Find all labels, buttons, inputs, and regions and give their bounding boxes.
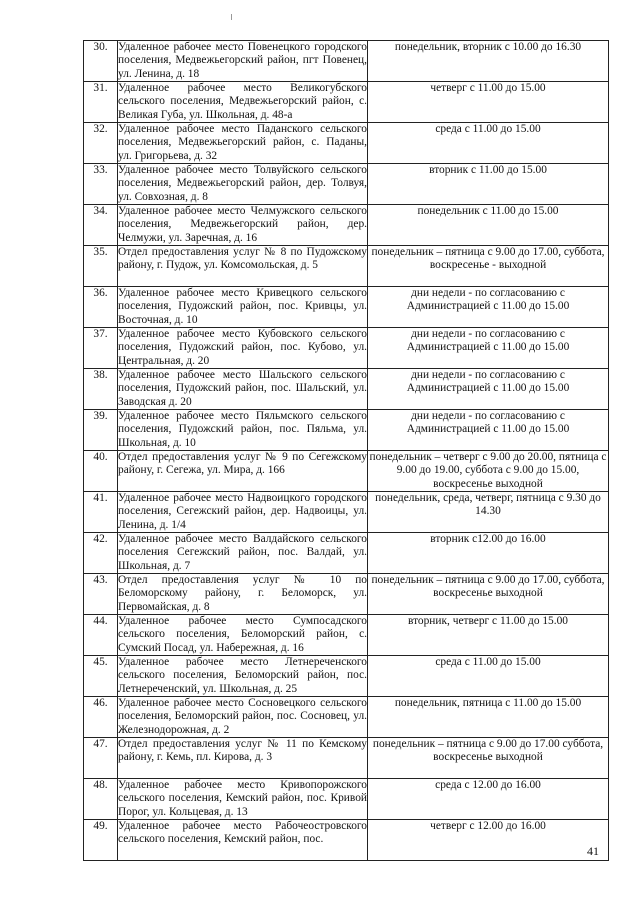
row-number: 32. — [84, 123, 118, 164]
table-row — [84, 410, 609, 451]
row-number: 41. — [84, 492, 118, 533]
office-address: Удаленное рабочее место Челмужского сельского поселения, Медвежьегорский район, дер. Челмужи, ул. Заречная, д. 16 — [118, 205, 367, 244]
working-hours: четверг с 11.00 до 15.00 — [368, 82, 609, 123]
row-number: 30. — [84, 41, 118, 82]
office-address: Удаленное рабочее место Пяльмского сельского поселения, Пудожский район, пос. Пяльма, ул. Школьная, д. 10 — [118, 410, 367, 449]
working-hours: понедельник с 11.00 до 15.00 — [368, 205, 609, 246]
office-address: Удаленное рабочее место Повенецкого городского поселения, Медвежьегорский район, пгт Повенец, ул. Ленина, д. 18 — [118, 41, 367, 80]
row-number: 42. — [84, 533, 118, 574]
office-address: Удаленное рабочее место Валдайского сельского поселения Сегежский район, пос. Валдай, ул. Школьная, д. 7 — [118, 533, 367, 572]
working-hours: среда с 11.00 до 15.00 — [368, 123, 609, 164]
row-number: 40. — [84, 451, 118, 492]
working-hours: дни недели - по согласованию с Администрацией с 11.00 до 15.00 — [368, 287, 609, 328]
table-row — [84, 656, 609, 697]
office-address: Удаленное рабочее место Шальского сельского поселения, Пудожский район, пос. Шальский, ул. Заводская д. 20 — [118, 369, 367, 408]
office-address: Отдел предоставления услуг № 9 по Сегежскому району, г. Сегежа, ул. Мира, д. 166 — [118, 451, 368, 492]
office-address: Отдел предоставления услуг № 11 по Кемскому району, г. Кемь, пл. Кирова, д. 3 — [118, 738, 368, 779]
working-hours: понедельник – пятница с 9.00 до 17.00, суббота, воскресенье - выходной — [368, 246, 609, 287]
office-address: Удаленное рабочее место Паданского сельского поселения, Медвежьегорский район, с. Паданы, ул. Григорьева, д. 32 — [118, 123, 367, 162]
working-hours: понедельник, вторник с 10.00 до 16.30 — [368, 41, 609, 82]
office-address: Удаленное рабочее место Кубовского сельского поселения, Пудожский район, пос. Кубово, ул. Центральная, д. 20 — [118, 328, 367, 367]
table-row — [84, 451, 609, 492]
office-address: Удаленное рабочее место Сумпосадского сельского поселения, Беломорский район, с. Сумский Посад, ул. Набережная, д. 16 — [118, 615, 367, 654]
table-row — [84, 328, 609, 369]
row-number: 36. — [84, 287, 118, 328]
table-row — [84, 533, 609, 574]
row-number: 33. — [84, 164, 118, 205]
working-hours: понедельник, среда, четверг, пятница с 9.30 до 14.30 — [368, 492, 609, 533]
table-row — [84, 738, 609, 779]
office-address: Отдел предоставления услуг № 10 по Беломорскому району, г. Беломорск, ул. Первомайская, д. 8 — [118, 574, 367, 613]
row-number: 44. — [84, 615, 118, 656]
row-number: 37. — [84, 328, 118, 369]
scan-mark — [231, 14, 232, 20]
table-row — [84, 779, 609, 820]
table-row — [84, 246, 609, 287]
row-number: 38. — [84, 369, 118, 410]
table-row — [84, 492, 609, 533]
working-hours: четверг с 12.00 до 16.00 — [368, 820, 609, 861]
table-row — [84, 41, 609, 82]
row-number: 43. — [84, 574, 118, 615]
table-row — [84, 820, 609, 861]
table-row — [84, 287, 609, 328]
row-number: 34. — [84, 205, 118, 246]
table-row — [84, 615, 609, 656]
working-hours: дни недели - по согласованию с Администрацией с 11.00 до 15.00 — [368, 369, 609, 410]
office-address: Удаленное рабочее место Надвоицкого городского поселения, Сегежский район, дер. Надвоицы, ул. Ленина, д. 1/4 — [118, 492, 367, 531]
office-address: Удаленное рабочее место Толвуйского сельского поселения, Медвежьегорский район, дер. Толвуя, ул. Совхозная, д. 8 — [118, 164, 367, 203]
working-hours: дни недели - по согласованию с Администрацией с 11.00 до 15.00 — [368, 328, 609, 369]
working-hours: понедельник – пятница с 9.00 до 17.00 суббота, воскресенье выходной — [368, 738, 609, 779]
row-number: 45. — [84, 656, 118, 697]
table-row — [84, 123, 609, 164]
table-row — [84, 164, 609, 205]
office-address: Удаленное рабочее место Кривецкого сельского поселения, Пудожский район, пос. Кривцы, ул. Восточная, д. 10 — [118, 287, 367, 326]
office-address: Отдел предоставления услуг № 8 по Пудожскому району, г. Пудож, ул. Комсомольская, д. 5 — [118, 246, 368, 287]
office-address: Удаленное рабочее место Кривопорожского сельского поселения, Кемский район, пос. Кривой Порог, ул. Кольцевая, д. 13 — [118, 779, 367, 818]
row-number: 39. — [84, 410, 118, 451]
row-number: 47. — [84, 738, 118, 779]
row-number: 31. — [84, 82, 118, 123]
office-address: Удаленное рабочее место Великогубского сельского поселения, Медвежьегорский район, с. Великая Губа, ул. Школьная, д. 48-а — [118, 82, 367, 121]
working-hours: дни недели - по согласованию с Администрацией с 11.00 до 15.00 — [368, 410, 609, 451]
row-number: 46. — [84, 697, 118, 738]
table-row — [84, 697, 609, 738]
table-row — [84, 205, 609, 246]
table-row — [84, 369, 609, 410]
working-hours: понедельник, пятница с 11.00 до 15.00 — [368, 697, 609, 738]
working-hours: понедельник – пятница с 9.00 до 17.00, суббота, воскресенье выходной — [368, 574, 609, 615]
page-number: 41 — [587, 844, 599, 858]
row-number: 49. — [84, 820, 118, 861]
working-hours: среда с 11.00 до 15.00 — [368, 656, 609, 697]
working-hours: вторник с 11.00 до 15.00 — [368, 164, 609, 205]
working-hours: понедельник – четверг с 9.00 до 20.00, пятница с 9.00 до 19.00, суббота с 9.00 до 15.00, воскресенье выходной — [368, 451, 609, 492]
row-number: 48. — [84, 779, 118, 820]
office-address: Удаленное рабочее место Рабочеостровского сельского поселения, Кемский район, пос. — [118, 820, 368, 861]
office-address: Удаленное рабочее место Летнереченского сельского поселения, Беломорский район, пос. Летнереченский, ул. Школьная, д. 25 — [118, 656, 367, 695]
table-row — [84, 82, 609, 123]
table-row — [84, 574, 609, 615]
schedule-table — [83, 40, 609, 861]
working-hours: среда с 12.00 до 16.00 — [368, 779, 609, 820]
working-hours: вторник с12.00 до 16.00 — [368, 533, 609, 574]
working-hours: вторник, четверг с 11.00 до 15.00 — [368, 615, 609, 656]
office-address: Удаленное рабочее место Сосновецкого сельского поселения, Беломорский район, пос. Сосновец, ул. Железнодорожная, д. 2 — [118, 697, 367, 736]
row-number: 35. — [84, 246, 118, 287]
